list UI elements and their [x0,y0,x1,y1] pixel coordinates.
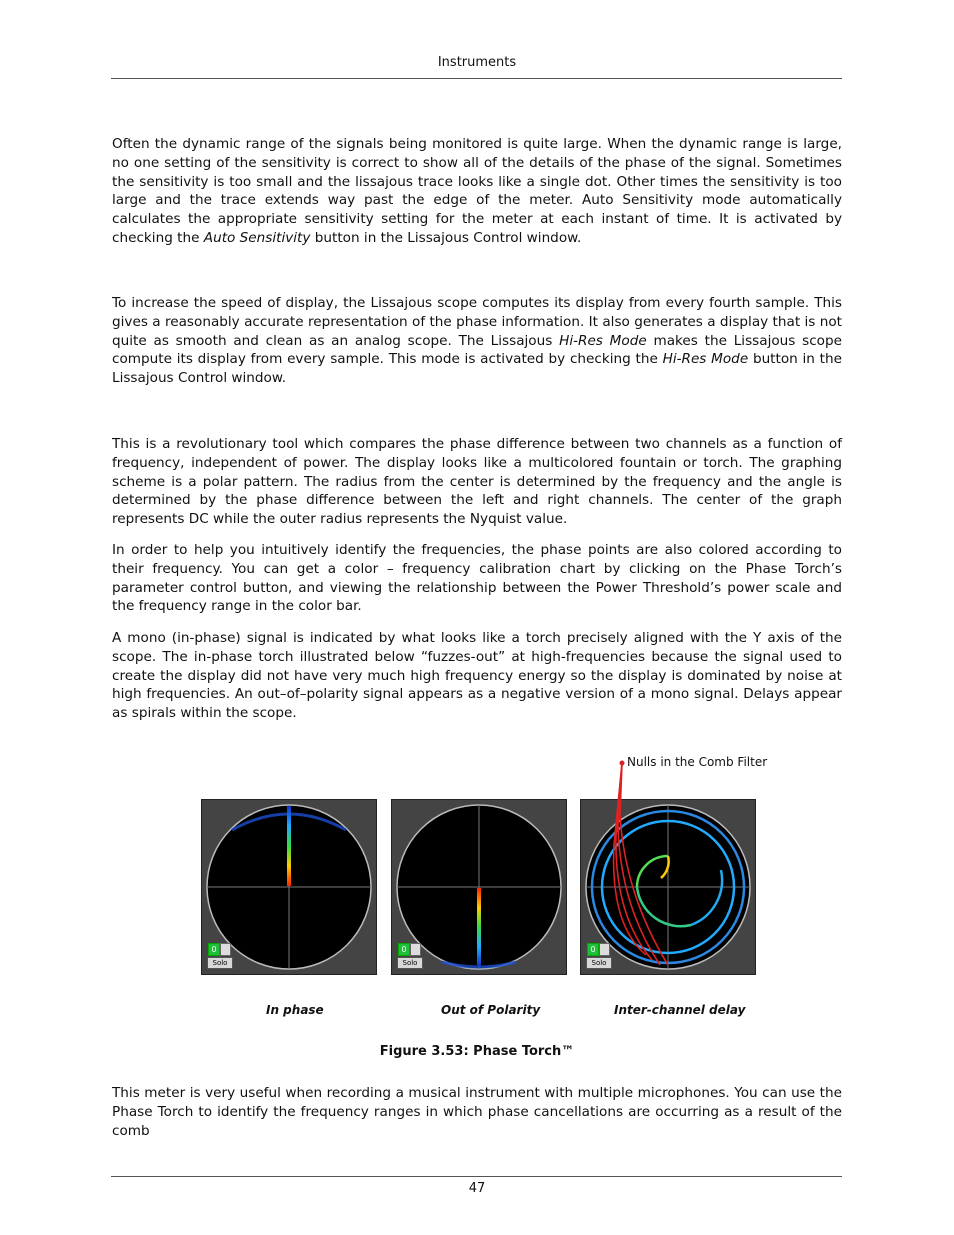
solo-button[interactable]: Solo [397,957,423,969]
enable-toggle[interactable]: 0 [398,943,410,956]
settings-icon[interactable] [410,943,421,956]
paragraph-auto-sensitivity: Often the dynamic range of the signals being monitored is quite large. When the dynamic range is large, no one setting of the sensitivity is correct to show all of the details of the phase of the signal. Sometimes the sensitivity is too small and the lissajous trace looks like a single dot. Other times the sensitivity is too large and the trace extends way past the edge of the meter. Auto Sensitivity mode automatically calculates the appropriate sensitivity setting for the meter at each instant of time. It is activated by checking the Auto Sensitivity button in the Lissajous Control window. [112,136,842,246]
paragraph-hi-res-mode: To increase the speed of display, the Lissajous scope computes its display from every fourth sample. This gives a reasonably accurate representation of the phase information. It also generates a display that is not quite as smooth and clean as an analog scope. The Lissajous Hi-Res Mode makes the Lissajous scope compute its display from every sample. This mode is activated by checking the Hi-Res Mode button in the Lissajous Control window. [112,295,842,387]
caption-out-of-polarity: Out of Polarity [441,1003,541,1017]
page-number: 47 [468,1181,486,1196]
enable-toggle[interactable]: 0 [587,943,599,956]
caption-inter-channel-delay: Inter-channel delay [614,1003,746,1017]
emphasis-text: Hi-Res Mode [662,351,749,368]
header-rule [111,78,842,79]
footer-rule [111,1176,842,1177]
comb-filter-annotation: Nulls in the Comb Filter [627,755,768,769]
paragraph-frequency-colors: In order to help you intuitively identify the frequencies, the phase points are also colored according to their frequency. You can get a color – frequency calibration chart by clicking on the Phase Torch’s parameter control button, and viewing the relationship between the Power Threshold’s power scale and the frequency range in the color bar. [112,542,842,615]
running-header: Instruments [437,55,517,70]
paragraph-multiple-microphones: This meter is very useful when recording a musical instrument with multiple microphones. You can use the Phase Torch to identify the frequency ranges in which phase cancellations are occurring as a result of the comb [112,1085,842,1139]
solo-button[interactable]: Solo [207,957,233,969]
figure-title: Figure 3.53: Phase Torch™ [379,1044,575,1059]
annotation-pointer-lines [580,755,760,975]
emphasis-text: Hi-Res Mode [559,332,647,349]
caption-in-phase: In phase [266,1003,324,1017]
emphasis-text: Auto Sensitivity [203,229,311,246]
enable-toggle[interactable]: 0 [208,943,220,956]
paragraph-mono-signal: A mono (in-phase) signal is indicated by what looks like a torch precisely aligned with the Y axis of the scope. The in-phase torch illustrated below “fuzzes-out” at high-frequencies because the signal used to create the display did not have very much high frequency energy so the display is dominated by noise at high frequencies. An out–of–polarity signal appears as a negative version of a mono signal. Delays appear as spirals within the scope. [112,630,842,722]
scope-in-phase [201,799,377,975]
scope-out-of-polarity [391,799,567,975]
solo-button[interactable]: Solo [586,957,612,969]
paragraph-phase-torch-intro: This is a revolutionary tool which compares the phase difference between two channels as a function of frequency, independent of power. The display looks like a multicolored fountain or torch. The graphing scheme is a polar pattern. The radius from the center is determined by the frequency and the angle is determined by the phase difference between the left and right channels. The center of the graph represents DC while the outer radius represents the Nyquist value. [112,436,842,528]
settings-icon[interactable] [220,943,231,956]
